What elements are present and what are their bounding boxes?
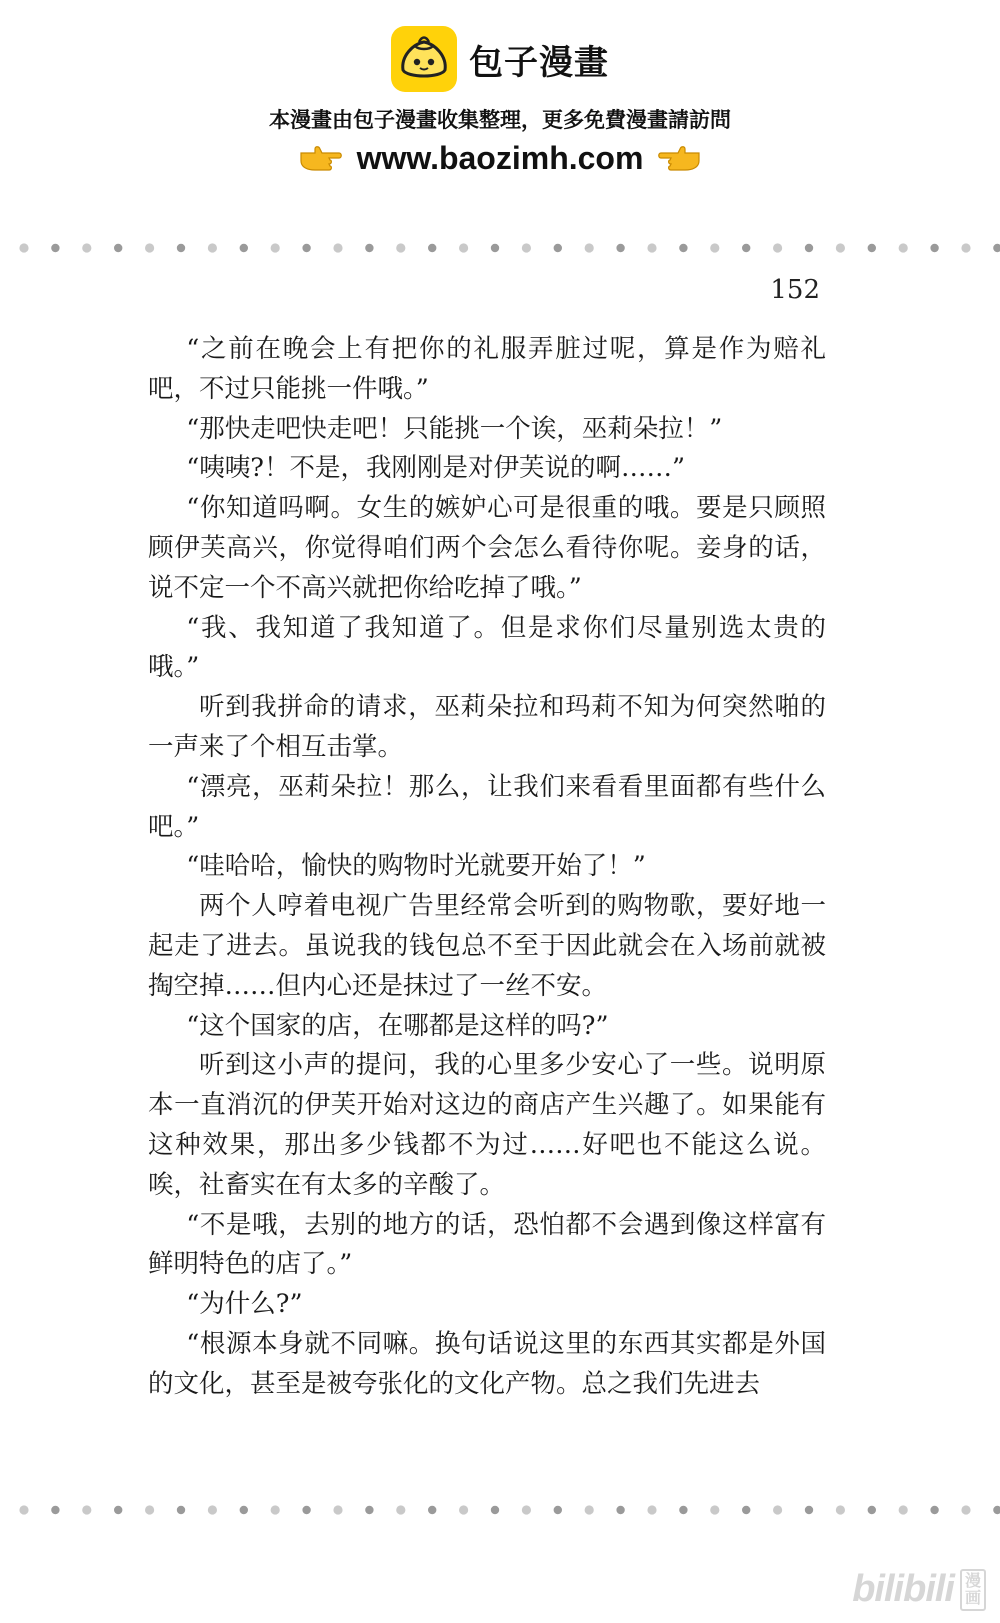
divider-dot: [396, 243, 405, 252]
divider-dot: [742, 244, 750, 252]
divider-dot: [679, 244, 687, 252]
pointing-hand-left-icon: [657, 143, 701, 173]
divider-dot: [522, 1505, 531, 1514]
divider-dot: [459, 1505, 468, 1514]
divider-dot: [773, 1505, 782, 1514]
site-tagline: 本漫畫由包子漫畫收集整理，更多免費漫畫請訪問: [269, 108, 731, 132]
divider-dot: [491, 244, 499, 252]
paragraph: “那快走吧快走吧！只能挑一个诶，巫莉朵拉！”: [186, 413, 723, 444]
paragraph: “哇哈哈，愉快的购物时光就要开始了！”: [186, 851, 646, 882]
divider-dot: [647, 243, 656, 252]
paragraph: “我、我知道了我知道了。但是求你们尽量别选太贵的哦。”: [148, 612, 826, 683]
paragraph: “你知道吗啊。女生的嫉妒心可是很重的哦。要是只顾照顾伊芙高兴，你觉得咱们两个会怎么看待你呢。妾身的话，说不定一个不高兴就把你给吃掉了哦。”: [148, 493, 826, 603]
divider-dot: [773, 243, 782, 252]
paragraph: 听到我拼命的请求，巫莉朵拉和玛莉不知为何突然啪的一声来了个相互击掌。: [148, 692, 826, 762]
divider-dot: [961, 243, 970, 252]
divider-dot: [240, 244, 248, 252]
divider-dot: [836, 1505, 845, 1514]
divider-dot: [19, 1505, 28, 1514]
site-url-link[interactable]: www.baozimh.com: [356, 139, 644, 176]
logo-row[interactable]: [0, 24, 1000, 94]
divider-dot: [271, 243, 280, 252]
divider-dot: [899, 1505, 908, 1514]
divider-dot: [710, 1505, 719, 1514]
paragraph: “之前在晚会上有把你的礼服弄脏过呢，算是作为赔礼吧，不过只能挑一件哦。”: [148, 334, 826, 404]
divider-dot: [993, 244, 1000, 252]
divider-dot: [616, 244, 624, 252]
novel-body-text: [148, 330, 826, 1405]
divider-dot: [114, 1506, 122, 1514]
divider-dot: [554, 244, 562, 252]
divider-dot: [208, 243, 217, 252]
divider-dot: [82, 243, 91, 252]
divider-dot: [491, 1506, 499, 1514]
paragraph: 听到这小声的提问，我的心里多少安心了一些。说明原本一直消沉的伊芙开始对这边的商店产生兴趣了。如果能有这种效果，那出多少钱都不为过……好吧也不能这么说。唉，社畜实在有太多的辛酸了。: [148, 1050, 826, 1200]
bilibili-comics-watermark: [852, 1568, 986, 1611]
divider-dot: [742, 1506, 750, 1514]
divider-dot: [993, 1506, 1000, 1514]
divider-dot: [836, 243, 845, 252]
divider-dot: [302, 1506, 310, 1514]
divider-dot: [805, 1506, 813, 1514]
divider-dot: [333, 1505, 342, 1514]
paragraph: “为什么?”: [186, 1289, 303, 1320]
divider-dot: [177, 1506, 185, 1514]
dotted-divider-bottom: [0, 1503, 1000, 1517]
divider-dot: [240, 1506, 248, 1514]
divider-dot: [868, 244, 876, 252]
paragraph: “这个国家的店，在哪都是这样的吗?”: [186, 1010, 609, 1041]
divider-dot: [868, 1506, 876, 1514]
divider-dot: [930, 1506, 938, 1514]
divider-dot: [554, 1506, 562, 1514]
divider-dot: [396, 1505, 405, 1514]
divider-dot: [679, 1506, 687, 1514]
divider-dot: [82, 1505, 91, 1514]
divider-dot: [459, 243, 468, 252]
divider-dot: [19, 243, 28, 252]
divider-dot: [365, 1506, 373, 1514]
pointing-hand-right-icon: [299, 143, 343, 173]
site-header: [0, 0, 1000, 200]
divider-dot: [51, 1506, 59, 1514]
divider-dot: [805, 244, 813, 252]
paragraph: “根源本身就不同嘛。换句话说这里的东西其实都是外国的文化，甚至是被夸张化的文化产物。总之我们先进去: [148, 1328, 826, 1399]
paragraph: “漂亮，巫莉朵拉！那么，让我们来看看里面都有些什么吧。”: [148, 771, 826, 842]
divider-dot: [930, 244, 938, 252]
divider-dot: [145, 1505, 154, 1514]
divider-dot: [177, 244, 185, 252]
divider-dot: [51, 244, 59, 252]
divider-dot: [302, 244, 310, 252]
divider-dot: [522, 243, 531, 252]
bun-logo-icon: [391, 26, 457, 92]
divider-dot: [961, 1505, 970, 1514]
dotted-divider-top: [0, 241, 1000, 255]
divider-dot: [208, 1505, 217, 1514]
site-name: 包子漫畫: [469, 42, 609, 83]
divider-dot: [145, 243, 154, 252]
divider-dot: [428, 244, 436, 252]
divider-dot: [616, 1506, 624, 1514]
page-number: 152: [770, 275, 820, 305]
paragraph: “咦咦?！不是，我刚刚是对伊芙说的啊……”: [186, 453, 685, 484]
divider-dot: [899, 243, 908, 252]
divider-dot: [710, 243, 719, 252]
url-row: [0, 138, 1000, 178]
divider-dot: [585, 1505, 594, 1514]
divider-dot: [585, 243, 594, 252]
divider-dot: [271, 1505, 280, 1514]
paragraph: “不是哦，去别的地方的话，恐怕都不会遇到像这样富有鲜明特色的店了。”: [148, 1209, 826, 1280]
divider-dot: [428, 1506, 436, 1514]
paragraph: 两个人哼着电视广告里经常会听到的购物歌，要好地一起走了进去。虽说我的钱包总不至于因此就会在入场前就被掏空掉……但内心还是抹过了一丝不安。: [148, 891, 826, 1001]
divider-dot: [114, 244, 122, 252]
divider-dot: [365, 244, 373, 252]
watermark-text: bilibili: [852, 1568, 954, 1610]
divider-dot: [647, 1505, 656, 1514]
divider-dot: [333, 243, 342, 252]
watermark-badge: 漫画: [960, 1569, 986, 1611]
